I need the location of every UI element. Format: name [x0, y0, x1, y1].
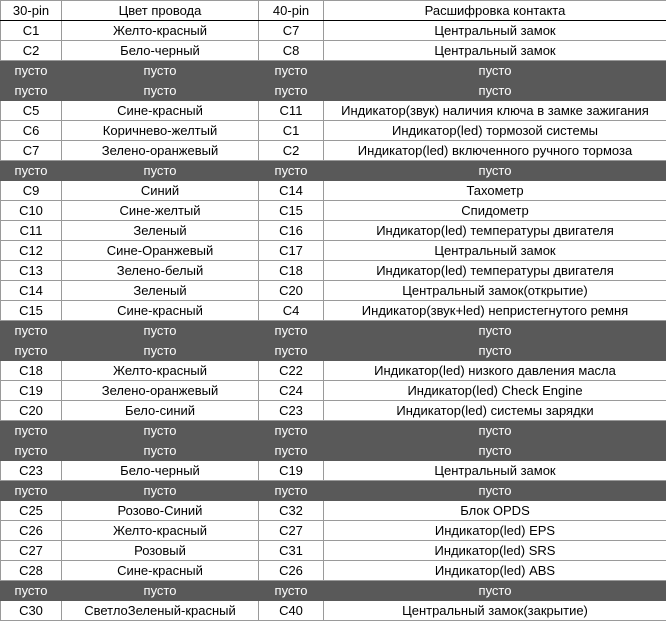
cell-description: Индикатор(led) системы зарядки [324, 401, 666, 421]
cell-30-pin: C19 [1, 381, 62, 401]
cell-30-pin: C27 [1, 541, 62, 561]
cell-description: Центральный замок [324, 241, 666, 261]
cell-wire-color: Бело-синий [62, 401, 259, 421]
table-row [1, 241, 666, 261]
cell-wire-color: Желто-красный [62, 521, 259, 541]
table-row [1, 201, 666, 221]
cell-wire-color: пусто [62, 81, 259, 101]
cell-wire-color: Сине-желтый [62, 201, 259, 221]
cell-40-pin: C17 [259, 241, 324, 261]
cell-40-pin: C40 [259, 601, 324, 621]
cell-40-pin: пусто [259, 581, 324, 601]
cell-40-pin: пусто [259, 341, 324, 361]
cell-40-pin: пусто [259, 161, 324, 181]
cell-description: пусто [324, 481, 666, 501]
table-row [1, 501, 666, 521]
empty-row [1, 481, 666, 501]
cell-wire-color: Бело-черный [62, 41, 259, 61]
cell-30-pin: C28 [1, 561, 62, 581]
cell-40-pin: C14 [259, 181, 324, 201]
header-40-pin: 40-pin [259, 1, 324, 21]
cell-wire-color: Зеленый [62, 281, 259, 301]
cell-wire-color: Синий [62, 181, 259, 201]
cell-40-pin: C4 [259, 301, 324, 321]
table-row [1, 561, 666, 581]
cell-wire-color: Зелено-оранжевый [62, 381, 259, 401]
cell-description: Центральный замок [324, 41, 666, 61]
cell-wire-color: Желто-красный [62, 21, 259, 41]
cell-description: Индикатор(led) температуры двигателя [324, 261, 666, 281]
cell-description: пусто [324, 421, 666, 441]
cell-30-pin: C23 [1, 461, 62, 481]
cell-30-pin: C20 [1, 401, 62, 421]
cell-30-pin: C11 [1, 221, 62, 241]
cell-30-pin: пусто [1, 81, 62, 101]
cell-30-pin: C1 [1, 21, 62, 41]
cell-40-pin: пусто [259, 481, 324, 501]
cell-30-pin: C13 [1, 261, 62, 281]
empty-row [1, 61, 666, 81]
cell-40-pin: пусто [259, 81, 324, 101]
table-row [1, 461, 666, 481]
cell-30-pin: пусто [1, 441, 62, 461]
table-row [1, 221, 666, 241]
table-body [1, 21, 666, 621]
cell-30-pin: C5 [1, 101, 62, 121]
cell-40-pin: C26 [259, 561, 324, 581]
cell-wire-color: пусто [62, 321, 259, 341]
empty-row [1, 161, 666, 181]
cell-description: пусто [324, 441, 666, 461]
header-contact-description: Расшифровка контакта [324, 1, 666, 21]
cell-description: Центральный замок(открытие) [324, 281, 666, 301]
cell-wire-color: Зеленый [62, 221, 259, 241]
cell-description: пусто [324, 161, 666, 181]
cell-40-pin: C23 [259, 401, 324, 421]
table-row [1, 261, 666, 281]
empty-row [1, 341, 666, 361]
cell-40-pin: C20 [259, 281, 324, 301]
cell-description: Индикатор(led) тормозой системы [324, 121, 666, 141]
cell-40-pin: C1 [259, 121, 324, 141]
cell-40-pin: C18 [259, 261, 324, 281]
table-row [1, 361, 666, 381]
cell-30-pin: C18 [1, 361, 62, 381]
table-row [1, 541, 666, 561]
cell-wire-color: Сине-Оранжевый [62, 241, 259, 261]
cell-wire-color: пусто [62, 161, 259, 181]
cell-description: Индикатор(led) SRS [324, 541, 666, 561]
cell-wire-color: Сине-красный [62, 101, 259, 121]
cell-40-pin: C31 [259, 541, 324, 561]
cell-description: пусто [324, 321, 666, 341]
cell-40-pin: C24 [259, 381, 324, 401]
cell-description: Индикатор(led) EPS [324, 521, 666, 541]
cell-30-pin: пусто [1, 61, 62, 81]
cell-40-pin: C11 [259, 101, 324, 121]
cell-30-pin: C30 [1, 601, 62, 621]
cell-wire-color: Сине-красный [62, 301, 259, 321]
cell-30-pin: C6 [1, 121, 62, 141]
table-row [1, 141, 666, 161]
cell-40-pin: пусто [259, 441, 324, 461]
cell-wire-color: Коричнево-желтый [62, 121, 259, 141]
cell-30-pin: C2 [1, 41, 62, 61]
cell-30-pin: C15 [1, 301, 62, 321]
table-row [1, 121, 666, 141]
cell-30-pin: пусто [1, 321, 62, 341]
cell-description: пусто [324, 581, 666, 601]
cell-30-pin: пусто [1, 481, 62, 501]
cell-wire-color: пусто [62, 581, 259, 601]
empty-row [1, 81, 666, 101]
table-row [1, 381, 666, 401]
cell-description: Центральный замок [324, 461, 666, 481]
table-row [1, 21, 666, 41]
cell-wire-color: пусто [62, 61, 259, 81]
empty-row [1, 581, 666, 601]
cell-30-pin: пусто [1, 421, 62, 441]
cell-30-pin: C25 [1, 501, 62, 521]
cell-30-pin: C26 [1, 521, 62, 541]
cell-30-pin: C10 [1, 201, 62, 221]
table-row [1, 601, 666, 621]
cell-wire-color: Розово-Синий [62, 501, 259, 521]
cell-description: Тахометр [324, 181, 666, 201]
cell-wire-color: пусто [62, 341, 259, 361]
cell-40-pin: C16 [259, 221, 324, 241]
cell-40-pin: C22 [259, 361, 324, 381]
cell-wire-color: Желто-красный [62, 361, 259, 381]
cell-40-pin: C32 [259, 501, 324, 521]
cell-wire-color: Зелено-белый [62, 261, 259, 281]
cell-wire-color: Сине-красный [62, 561, 259, 581]
table-row [1, 401, 666, 421]
cell-40-pin: C19 [259, 461, 324, 481]
cell-30-pin: C12 [1, 241, 62, 261]
cell-description: Индикатор(led) ABS [324, 561, 666, 581]
empty-row [1, 441, 666, 461]
cell-40-pin: C15 [259, 201, 324, 221]
cell-wire-color: пусто [62, 481, 259, 501]
cell-description: Блок OPDS [324, 501, 666, 521]
cell-40-pin: C27 [259, 521, 324, 541]
cell-description: Индикатор(звук+led) непристегнутого ремня [324, 301, 666, 321]
header-wire-color: Цвет провода [62, 1, 259, 21]
cell-40-pin: пусто [259, 421, 324, 441]
cell-40-pin: C8 [259, 41, 324, 61]
cell-40-pin: C7 [259, 21, 324, 41]
cell-30-pin: пусто [1, 581, 62, 601]
cell-wire-color: СветлоЗеленый-красный [62, 601, 259, 621]
cell-description: Индикатор(led) включенного ручного тормоза [324, 141, 666, 161]
cell-description: пусто [324, 341, 666, 361]
cell-description: Индикатор(led) температуры двигателя [324, 221, 666, 241]
table-row [1, 521, 666, 541]
cell-description: Спидометр [324, 201, 666, 221]
cell-description: Центральный замок(закрытие) [324, 601, 666, 621]
table-row [1, 181, 666, 201]
cell-description: пусто [324, 81, 666, 101]
table-row [1, 101, 666, 121]
cell-30-pin: C14 [1, 281, 62, 301]
cell-wire-color: Бело-черный [62, 461, 259, 481]
cell-description: Центральный замок [324, 21, 666, 41]
cell-30-pin: пусто [1, 341, 62, 361]
cell-description: Индикатор(led) низкого давления масла [324, 361, 666, 381]
empty-row [1, 321, 666, 341]
empty-row [1, 421, 666, 441]
header-30-pin: 30-pin [1, 1, 62, 21]
cell-30-pin: C7 [1, 141, 62, 161]
table-row [1, 301, 666, 321]
cell-40-pin: пусто [259, 61, 324, 81]
cell-40-pin: пусто [259, 321, 324, 341]
cell-description: Индикатор(звук) наличия ключа в замке зажигания [324, 101, 666, 121]
header-row [1, 1, 666, 21]
cell-40-pin: C2 [259, 141, 324, 161]
cell-30-pin: C9 [1, 181, 62, 201]
cell-wire-color: Зелено-оранжевый [62, 141, 259, 161]
table-row [1, 41, 666, 61]
cell-wire-color: пусто [62, 441, 259, 461]
cell-description: пусто [324, 61, 666, 81]
cell-wire-color: пусто [62, 421, 259, 441]
cell-wire-color: Розовый [62, 541, 259, 561]
table-row [1, 281, 666, 301]
cell-description: Индикатор(led) Check Engine [324, 381, 666, 401]
cell-30-pin: пусто [1, 161, 62, 181]
